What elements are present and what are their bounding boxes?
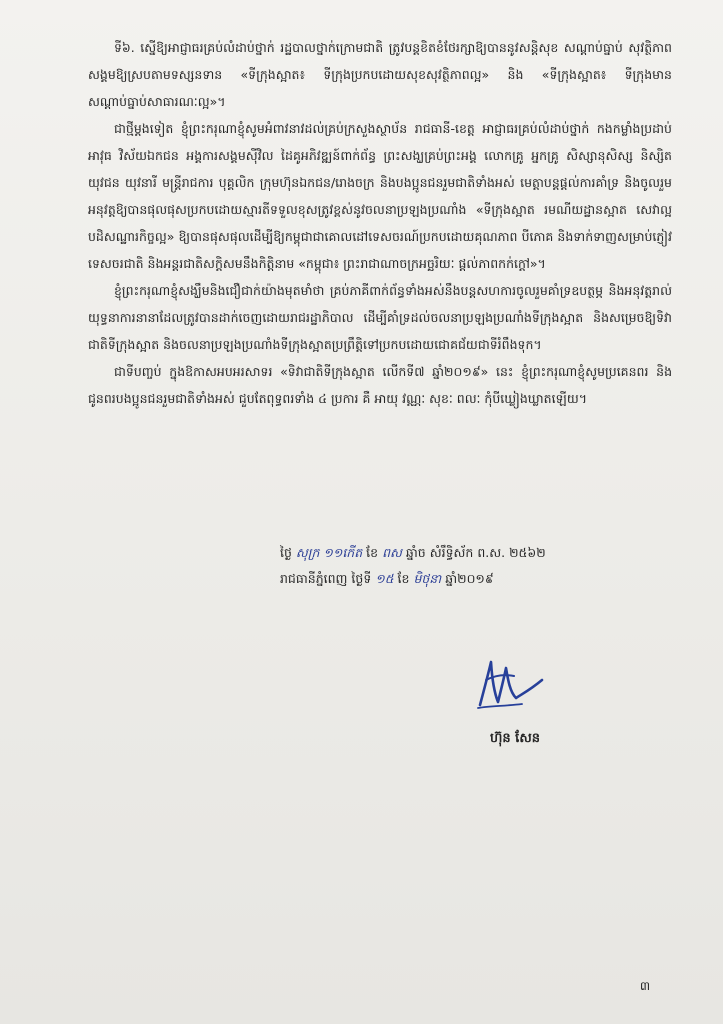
lunar-date-prefix: ថ្ងៃ (280, 545, 292, 560)
date-block (280, 540, 680, 592)
paragraph-point-6: ទី៦. ស្នើឱ្យអាជ្ញាធរគ្រប់លំដាប់ថ្នាក់ រដ្ឋបាលថ្នាក់ក្រោមជាតិ ត្រូវបន្តខិតខំថែរក្សាឱ្យបាននូវសន្តិសុខ សណ្តាប់ធ្នាប់ សុវត្ថិភាពសង្គមឱ្យស្របតាមទស្សនទាន «ទីក្រុងស្អាត៖ ទីក្រុងប្រកបដោយសុខសុវត្ថិភាពល្អ» និង «ទីក្រុងស្អាត៖ ទីក្រុងមានសណ្តាប់ធ្នាប់សាធារណៈល្អ»។ (88, 40, 672, 109)
paragraph-hope: ខ្ញុំព្រះករុណាខ្ញុំសង្ឃឹមនិងជឿជាក់យ៉ាងមុតមាំថា គ្រប់ភាគីពាក់ព័ន្ធទាំងអស់នឹងបន្តសហការចូលរួមគាំទ្រឧបត្ថម្ភ និងអនុវត្តរាល់យុទ្ធនាការនានាដែលត្រូវបានដាក់ចេញដោយរាជរដ្ឋាភិបាល ដើម្បីគាំទ្រដល់ចលនាប្រឡងប្រណាំងទីក្រុងស្អាត និងសម្រេចឱ្យទិវាជាតិទីក្រុងស្អាត និងចលនាប្រឡងប្រណាំងទីក្រុងស្អាតប្រព្រឹត្តិទៅប្រកបដោយជោគជ័យជាទីរំពឹងទុក។ (88, 283, 672, 352)
solar-date-prefix: រាជធានីភ្នំពេញ ថ្ងៃទី (280, 571, 372, 586)
lunar-month-prefix: ខែ (366, 545, 379, 560)
lunar-year: ឆ្នាំច សំរឹទ្ធិស័ក ព.ស. ២៥៦២ (405, 545, 546, 560)
solar-date-line (280, 566, 680, 592)
solar-year: ឆ្នាំ២០១៩ (445, 571, 494, 586)
signer-name: ហ៊ុន សែន (490, 731, 540, 746)
paragraph-appeal: ជាថ្មីម្តងទៀត ខ្ញុំព្រះករុណាខ្ញុំសូមអំពាវនាវដល់គ្រប់ក្រសួងស្ថាប័ន រាជធានី-ខេត្ត អាជ្ញាធរគ្រប់លំដាប់ថ្នាក់ កងកម្លាំងប្រដាប់អាវុធ វិស័យឯកជន អង្គការសង្គមស៊ីវិល ដៃគូអភិវឌ្ឍន៍ពាក់ព័ន្ធ ព្រះសង្ឃគ្រប់ព្រះអង្គ លោកគ្រូ អ្នកគ្រូ សិស្សានុសិស្ស និស្សិត យុវជន យុវនារី មន្ត្រីរាជការ បុគ្គលិក ក្រុមហ៊ុនឯកជន/រោងចក្រ និងបងប្អូនជនរួមជាតិទាំងអស់ មេត្តាបន្តផ្តល់ការគាំទ្រ និងចូលរួមអនុវត្តឱ្យបានផុលផុសប្រកបដោយស្មារតីទទួលខុសត្រូវខ្ពស់នូវចលនាប្រឡងប្រណាំង «ទីក្រុងស្អាត រមណីយដ្ឋានស្អាត សេវាល្អ បដិសណ្ឋារកិច្ចល្អ» ឱ្យបានផុសផុលដើម្បីឱ្យកម្ពុជាជាគោលដៅទេសចរណ៍ប្រកបដោយគុណភាព បីភោគ និងទាក់ទាញសម្រាប់ភ្ញៀវទេសចរជាតិ និងអន្តរជាតិសក្តិសមនឹងកិត្តិនាម «កម្ពុជា៖ ព្រះរាជាណាចក្រអច្ឆរិយៈ ផ្តល់ភាពកក់ក្តៅ»។ (88, 121, 672, 271)
solar-month-prefix: ខែ (397, 571, 410, 586)
lunar-date-handwritten-month: ពស (382, 545, 402, 560)
handwritten-signature (460, 650, 550, 720)
document-body (88, 34, 672, 412)
solar-date-handwritten-month: មិថុនា (413, 571, 442, 586)
solar-date-handwritten-day: ១៥ (375, 571, 394, 586)
lunar-date-handwritten-day: សុក្រ ១១កើត (295, 545, 363, 560)
paragraph-closing: ជាទីបញ្ចប់ ក្នុងឱកាសអបអរសាទរ «ទិវាជាតិទីក្រុងស្អាត លើកទី៧ ឆ្នាំ២០១៩» នេះ ខ្ញុំព្រះករុណាខ្ញុំសូមប្រគេនពរ និងជូនពរបងប្អូនជនរួមជាតិទាំងអស់ ជួបតែពុទ្ធពរទាំង ៤ ប្រការ គឺ អាយុ វណ្ណៈ សុខៈ ពលៈ កុំបីឃ្លៀងឃ្លាតឡើយ។ (88, 364, 672, 406)
lunar-date-line (280, 540, 680, 566)
page-number: ៣ (639, 979, 651, 993)
